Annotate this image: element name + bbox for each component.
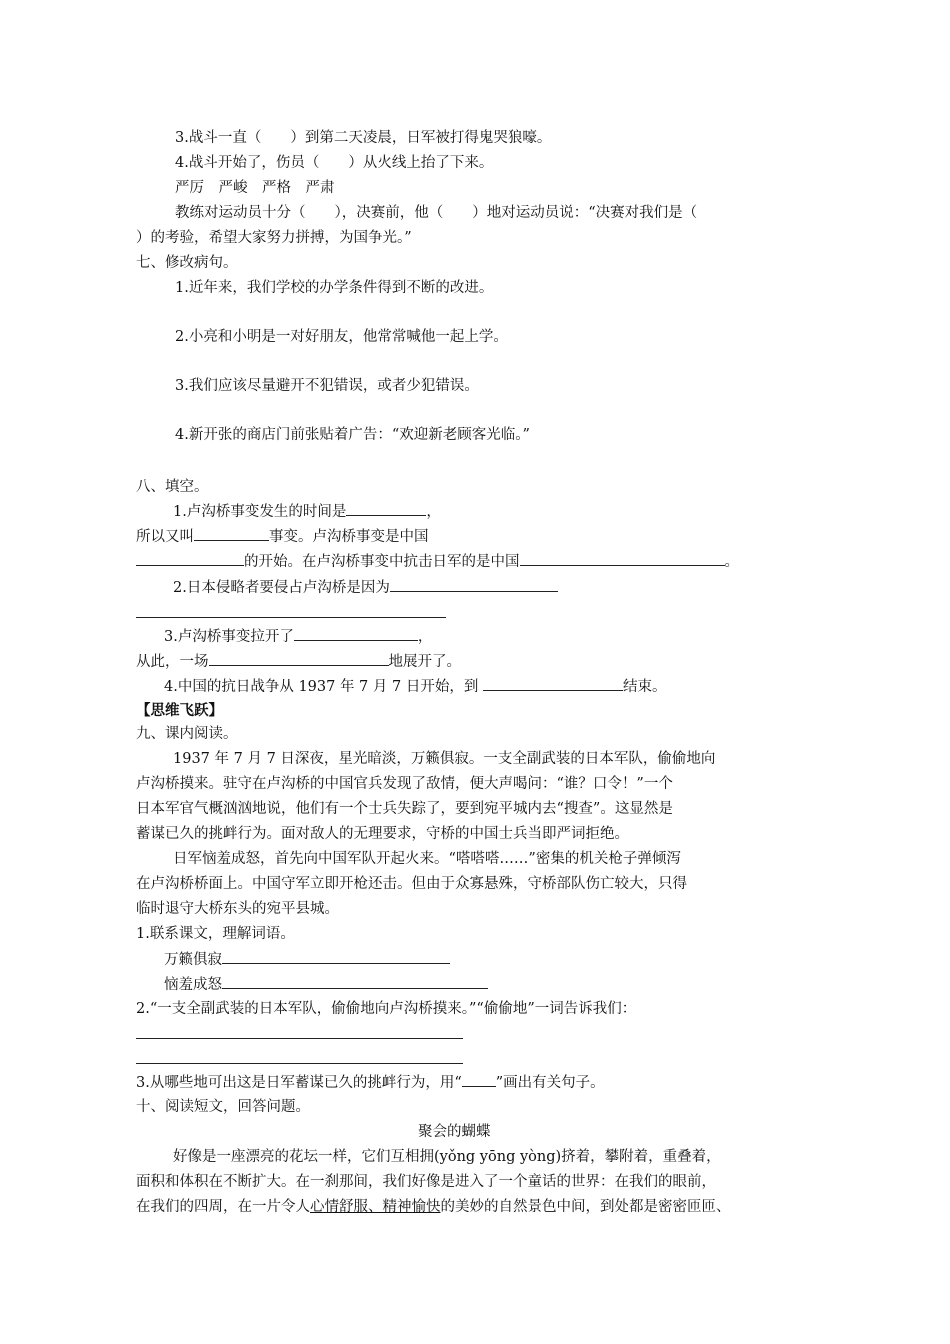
answer-blank[interactable] [483,676,623,691]
q7-item-4: 4.新开张的商店门前张贴着广告：“欢迎新老顾客光临。” [175,427,530,443]
q6-paragraph-line-1: 教练对运动员十分（ ），决赛前，他（ ）地对运动员说：“决赛对我们是（ [175,205,698,221]
q9-passage-line: 临时退守大桥东头的宛平县城。 [136,901,339,917]
answer-blank[interactable] [390,577,558,592]
q9-subquestion-3: 3.从哪些地可出这是日军蓄谋已久的挑衅行为，用“ ”画出有关句子。 [136,1072,605,1093]
q6-sentence-3: 3.战斗一直（ ）到第二天凌晨，日军被打得鬼哭狼嚎。 [175,130,552,146]
q8-item-1-line-3: 的开始。在卢沟桥事变中抗击日军的是中国 。 [136,551,739,572]
answer-blank[interactable] [222,974,488,989]
q9-passage-line: 日军恼羞成怒，首先向中国军队开起火来。“嗒嗒嗒……”密集的机关枪子弹倾泻 [173,851,681,867]
q6-sentence-4: 4.战斗开始了，伤员（ ）从火线上抬了下来。 [175,155,494,171]
answer-blank[interactable] [294,626,418,641]
q10-passage-line: 在我们的四周，在一片令人心情舒服、精神愉快的美妙的自然景色中间，到处都是密密匝匝、 [136,1199,731,1215]
q8-item-1-line-1: 1.卢沟桥事变发生的时间是 ， [173,501,441,522]
passage-title: 聚会的蝴蝶 [418,1124,491,1140]
answer-blank[interactable] [136,551,244,566]
q7-item-2: 2.小亮和小明是一对好朋友，他常常喊他一起上学。 [175,329,508,345]
answer-line[interactable] [136,617,446,618]
answer-blank[interactable] [194,526,269,541]
q8-item-1-text: 1.卢沟桥事变发生的时间是 [173,504,347,520]
q9-word-2: 恼羞成怒 [164,974,488,995]
q9-passage-line: 蓄谋已久的挑衅行为。面对敌人的无理要求，守桥的中国士兵当即严词拒绝。 [136,826,629,842]
q8-heading: 八、填空。 [136,479,209,495]
q8-item-3-line-1: 3.卢沟桥事变拉开了 ， [164,626,432,647]
q8-item-2: 2.日本侵略者要侵占卢沟桥是因为 [173,577,558,598]
q9-passage-line: 日本军官气概汹汹地说，他们有一个士兵失踪了，要到宛平城内去“搜查”。这显然是 [136,801,673,817]
answer-blank[interactable] [346,501,426,516]
q7-item-3: 3.我们应该尽量避开不犯错误，或者少犯错误。 [175,378,479,394]
q9-subquestion-1: 1.联系课文，理解词语。 [136,926,295,942]
q7-item-1: 1.近年来，我们学校的办学条件得到不断的改进。 [175,280,494,296]
q7-heading: 七、修改病句。 [136,255,238,271]
answer-blank[interactable] [209,651,389,666]
q6-paragraph-line-2: ）的考验，希望大家努力拼搏，为国争光。” [136,230,412,246]
q9-passage-line: 1937 年 7 月 7 日深夜，星光暗淡，万籁俱寂。一支全副武装的日本军队，偷偷地向 [173,751,716,767]
underlined-phrase: 心情舒服、精神愉快 [310,1199,441,1215]
q6-word-options: 严厉 严峻 严格 严肃 [175,180,335,196]
answer-line[interactable] [136,1038,463,1039]
q9-subquestion-2: 2.“一支全副武装的日本军队，偷偷地向卢沟桥摸来。”“偷偷地”一词告诉我们： [136,1001,637,1017]
answer-blank[interactable] [222,949,450,964]
q8-item-1-line-2: 所以又叫 事变。卢沟桥事变是中国 [136,526,429,547]
answer-blank[interactable] [520,551,725,566]
q9-passage-line: 卢沟桥摸来。驻守在卢沟桥的中国官兵发现了敌情，便大声喝问：“谁？口令！”一个 [136,776,673,792]
q10-passage-line: 好像是一座漂亮的花坛一样，它们互相拥(yǒng yōng yòng)挤着，攀附着，重叠着， [173,1149,721,1165]
section-label: 【思维飞跃】 [136,702,223,719]
q10-passage-line: 面积和体积在不断扩大。在一刹那间，我们好像是进入了一个童话的世界：在我们的眼前， [136,1174,716,1190]
q10-heading: 十、阅读短文，回答问题。 [136,1099,310,1115]
q9-passage-line: 在卢沟桥桥面上。中国守军立即开枪还击。但由于众寡悬殊，守桥部队伤亡较大，只得 [136,876,687,892]
q9-heading: 九、课内阅读。 [136,726,238,742]
underline-sample [462,1072,496,1087]
q9-word-1: 万籁俱寂 [164,949,450,970]
q8-item-4: 4.中国的抗日战争从 1937 年 7 月 7 日开始，到 结束。 [164,676,666,697]
q8-item-3-line-2: 从此，一场 地展开了。 [136,651,461,672]
answer-line[interactable] [136,1063,463,1064]
